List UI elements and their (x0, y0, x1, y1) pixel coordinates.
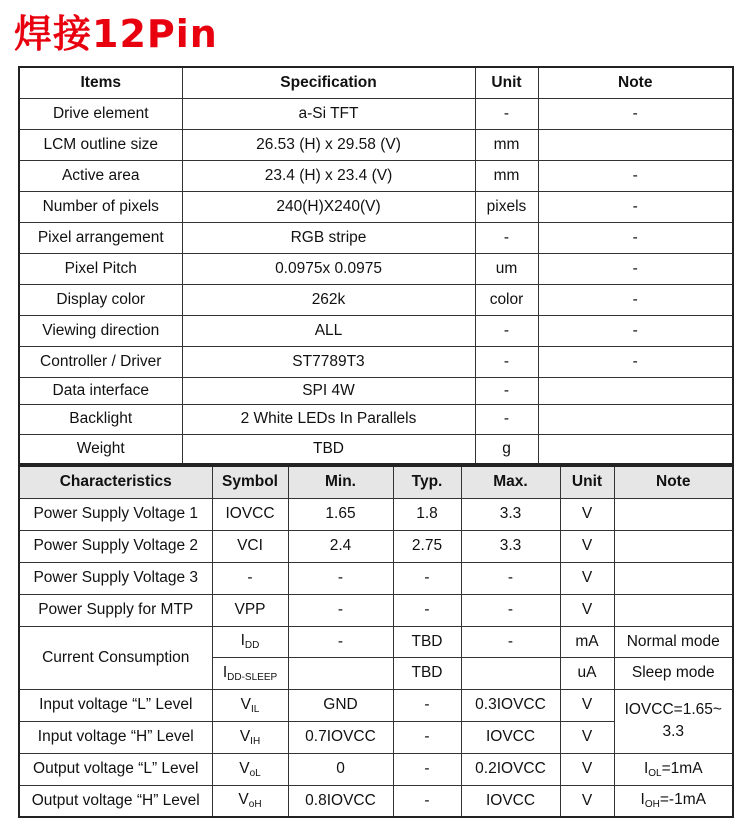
spec-item: Backlight (19, 404, 182, 434)
note-main: I (640, 791, 645, 809)
char-min: 0 (288, 753, 393, 785)
char-max (461, 657, 560, 689)
char-unit: mA (560, 626, 614, 657)
symbol-main: V (240, 695, 251, 713)
char-note (614, 562, 733, 594)
char-name: Output voltage “L” Level (19, 753, 212, 785)
char-unit: V (560, 785, 614, 817)
char-symbol (212, 785, 288, 817)
spec-note: - (538, 222, 733, 253)
spec-value: 2 White LEDs In Parallels (182, 404, 475, 434)
table-row (19, 626, 733, 657)
char-typ: - (393, 562, 461, 594)
header-unit: Unit (560, 466, 614, 498)
char-note: Normal mode (614, 626, 733, 657)
note-sub: OL (648, 767, 662, 779)
spec-note (538, 404, 733, 434)
characteristics-table (18, 465, 734, 818)
char-unit: uA (560, 657, 614, 689)
note-rest: =-1mA (659, 791, 706, 809)
char-note (614, 498, 733, 530)
table-row (19, 129, 733, 160)
header-typ: Typ. (393, 466, 461, 498)
char-note (614, 594, 733, 626)
char-min: GND (288, 689, 393, 721)
char-typ: 1.8 (393, 498, 461, 530)
char-max: 0.2IOVCC (461, 753, 560, 785)
char-note (614, 530, 733, 562)
spec-value: SPI 4W (182, 377, 475, 404)
spec-unit: - (475, 98, 538, 129)
char-note (614, 753, 733, 785)
spec-unit: mm (475, 129, 538, 160)
table-row (19, 160, 733, 191)
char-typ: - (393, 689, 461, 721)
spec-item: Data interface (19, 377, 182, 404)
char-symbol: - (212, 562, 288, 594)
char-typ: TBD (393, 626, 461, 657)
spec-value: 240(H)X240(V) (182, 191, 475, 222)
table-row (19, 530, 733, 562)
spec-note: - (538, 346, 733, 377)
spec-item: Number of pixels (19, 191, 182, 222)
char-typ: TBD (393, 657, 461, 689)
char-name: Output voltage “H” Level (19, 785, 212, 817)
spec-note (538, 129, 733, 160)
char-max: 3.3 (461, 498, 560, 530)
spec-note: - (538, 191, 733, 222)
spec-value: a-Si TFT (182, 98, 475, 129)
char-min: 2.4 (288, 530, 393, 562)
note-main: I (643, 759, 649, 777)
char-name: Current Consumption (19, 626, 212, 689)
char-typ: - (393, 721, 461, 753)
spec-item: LCM outline size (19, 129, 182, 160)
header-note: Note (538, 67, 733, 98)
char-max: - (461, 594, 560, 626)
symbol-main: V (239, 727, 251, 745)
spec-note: - (538, 160, 733, 191)
spec-note: - (538, 98, 733, 129)
char-header-row (19, 466, 733, 498)
spec-table-body (19, 98, 733, 464)
spec-item: Display color (19, 284, 182, 315)
char-symbol: VCI (212, 530, 288, 562)
symbol-main: V (239, 759, 250, 777)
char-symbol: IOVCC (212, 498, 288, 530)
table-row (19, 689, 733, 721)
spec-note: - (538, 315, 733, 346)
char-min: - (288, 562, 393, 594)
symbol-sub: IL (251, 703, 260, 715)
spec-unit: - (475, 377, 538, 404)
header-characteristics: Characteristics (19, 466, 212, 498)
spec-note (538, 377, 733, 404)
symbol-main: V (238, 791, 249, 809)
spec-item: Active area (19, 160, 182, 191)
spec-unit: - (475, 404, 538, 434)
char-max: 0.3IOVCC (461, 689, 560, 721)
char-name: Input voltage “L” Level (19, 689, 212, 721)
table-row (19, 222, 733, 253)
spec-item: Pixel Pitch (19, 253, 182, 284)
table-row (19, 594, 733, 626)
table-row (19, 785, 733, 817)
char-symbol (212, 721, 288, 753)
char-typ: 2.75 (393, 530, 461, 562)
page-title: 焊接12Pin (14, 12, 218, 56)
symbol-sub: DD (244, 640, 260, 651)
char-unit: V (560, 498, 614, 530)
table-row (19, 753, 733, 785)
char-max: - (461, 562, 560, 594)
char-name: Power Supply Voltage 2 (19, 530, 212, 562)
spec-table (18, 66, 734, 465)
char-note (614, 785, 733, 817)
spec-unit: color (475, 284, 538, 315)
char-min: - (288, 594, 393, 626)
char-unit: V (560, 721, 614, 753)
table-row (19, 404, 733, 434)
char-max: - (461, 626, 560, 657)
char-unit: V (560, 530, 614, 562)
header-items: Items (19, 67, 182, 98)
table-row (19, 98, 733, 129)
symbol-sub: IH (250, 735, 261, 747)
spec-note: - (538, 253, 733, 284)
spec-item: Viewing direction (19, 315, 182, 346)
char-typ: - (393, 594, 461, 626)
spec-unit: - (475, 346, 538, 377)
table-row (19, 191, 733, 222)
symbol-sub: oH (248, 799, 262, 811)
char-unit: V (560, 562, 614, 594)
char-symbol: VPP (212, 594, 288, 626)
char-unit: V (560, 689, 614, 721)
char-min (288, 657, 393, 689)
char-min: 0.8IOVCC (288, 785, 393, 817)
spec-value: 262k (182, 284, 475, 315)
table-row (19, 346, 733, 377)
spec-value: ST7789T3 (182, 346, 475, 377)
spec-unit: - (475, 222, 538, 253)
char-symbol (212, 753, 288, 785)
header-min: Min. (288, 466, 393, 498)
spec-value: ALL (182, 315, 475, 346)
table-row (19, 434, 733, 464)
char-note: IOVCC=1.65~ 3.3 (614, 689, 733, 753)
header-note: Note (614, 466, 733, 498)
header-max: Max. (461, 466, 560, 498)
char-max: IOVCC (461, 785, 560, 817)
spec-value: 0.0975x 0.0975 (182, 253, 475, 284)
table-row (19, 315, 733, 346)
symbol-main: I (240, 632, 245, 649)
spec-value: 26.53 (H) x 29.58 (V) (182, 129, 475, 160)
spec-unit: mm (475, 160, 538, 191)
char-name: Power Supply Voltage 1 (19, 498, 212, 530)
note-rest: =1mA (661, 759, 703, 777)
symbol-sub: oL (249, 767, 261, 779)
spec-header-row (19, 67, 733, 98)
symbol-sub: DD-SLEEP (227, 671, 278, 683)
spec-item: Weight (19, 434, 182, 464)
header-symbol: Symbol (212, 466, 288, 498)
char-symbol (212, 657, 288, 689)
char-typ: - (393, 785, 461, 817)
char-min: 1.65 (288, 498, 393, 530)
spec-value: 23.4 (H) x 23.4 (V) (182, 160, 475, 191)
spec-item: Drive element (19, 98, 182, 129)
spec-note (538, 434, 733, 464)
char-unit: V (560, 594, 614, 626)
table-row (19, 498, 733, 530)
spec-value: TBD (182, 434, 475, 464)
char-symbol (212, 689, 288, 721)
table-row (19, 253, 733, 284)
char-max: 3.3 (461, 530, 560, 562)
spec-unit: pixels (475, 191, 538, 222)
note-sub: OH (644, 799, 660, 811)
spec-unit: - (475, 315, 538, 346)
char-max: IOVCC (461, 721, 560, 753)
char-name: Input voltage “H” Level (19, 721, 212, 753)
header-unit: Unit (475, 67, 538, 98)
header-specification: Specification (182, 67, 475, 98)
symbol-main: I (222, 663, 228, 681)
char-min: 0.7IOVCC (288, 721, 393, 753)
char-symbol (212, 626, 288, 657)
spec-unit: um (475, 253, 538, 284)
char-unit: V (560, 753, 614, 785)
spec-item: Pixel arrangement (19, 222, 182, 253)
spec-value: RGB stripe (182, 222, 475, 253)
char-name: Power Supply for MTP (19, 594, 212, 626)
table-row (19, 377, 733, 404)
spec-note: - (538, 284, 733, 315)
char-typ: - (393, 753, 461, 785)
char-name: Power Supply Voltage 3 (19, 562, 212, 594)
spec-unit: g (475, 434, 538, 464)
char-note: Sleep mode (614, 657, 733, 689)
table-row (19, 562, 733, 594)
spec-item: Controller / Driver (19, 346, 182, 377)
table-row (19, 284, 733, 315)
char-min: - (288, 626, 393, 657)
